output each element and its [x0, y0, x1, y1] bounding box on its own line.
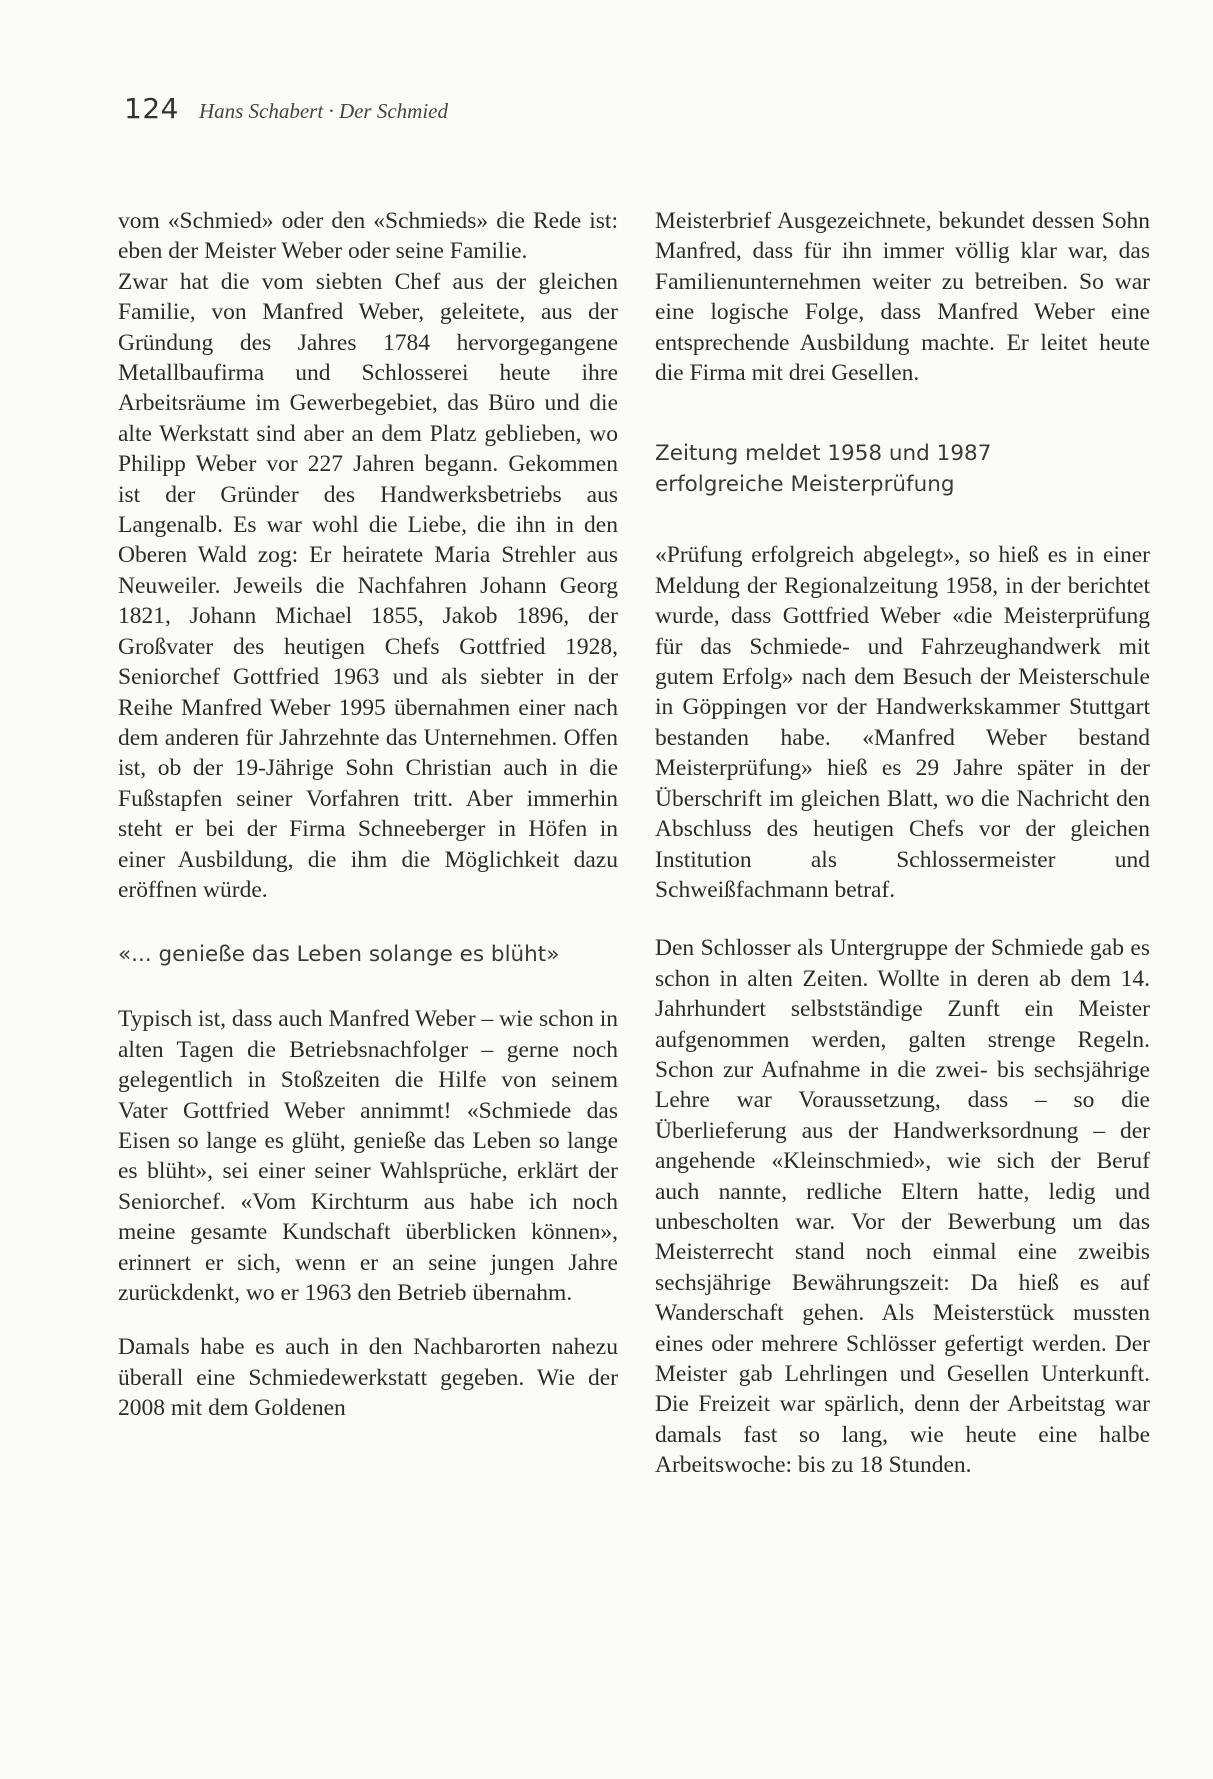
- paragraph: vom «Schmied» oder den «Schmieds» die Rede ist: eben der Meister Weber oder seine Familie.: [118, 208, 618, 265]
- section-heading: «... genieße das Leben solange es blüht»: [118, 942, 560, 968]
- left-column: [118, 206, 618, 1424]
- right-column: [655, 206, 1150, 1481]
- paragraph: «Prüfung erfolgreich abgelegt», so hieß es in einer Meldung der Regionalzeitung 1958, in der berichtet wurde, dass Gottfried Weber «die Meisterprüfung für das Schmiede- und Fahrzeughandwerk mit gutem Erfolg» nach dem Besuch der Meisterschule in Göppingen vor der Handwerkskammer Stuttgart bestanden habe. «Manfred Weber bestand Meisterprüfung» hieß es 29 Jahre später in der Überschrift im gleichen Blatt, wo die Nachricht den Abschluss des heutigen Chefs vor der gleichen Institution als Schlossermeister und Schweißfachmann betraf.: [655, 542, 1150, 903]
- section-heading: [655, 438, 1150, 500]
- paragraph: Den Schlosser als Untergruppe der Schmiede gab es schon in alten Zeiten. Wollte in deren ab dem 14. Jahrhundert selbstständige Zunft ein Meister aufgenommen werden, galten strenge Regeln. Schon zur Aufnahme in die zwei- bis sechsjährige Lehre war Voraussetzung, dass – so die Überlieferung aus der Handwerksordnung – der angehende «Kleinschmied», wie sich der Beruf auch nannte, redliche Eltern hatte, ledig und unbescholten war. Vor der Bewerbung um das Meisterrecht stand noch einmal eine zweibis sechsjährige Bewährungszeit: Da hieß es auf Wanderschaft gehen. Als Meisterstück mussten eines oder mehrere Schlösser gefertigt werden. Der Meister gab Lehrlingen und Gesellen Unterkunft. Die Freizeit war spärlich, denn der Arbeitstag war damals fast so lang, wie heute eine halbe Arbeitswoche: bis zu 18 Stunden.: [655, 935, 1150, 1479]
- section-heading-line: Zeitung meldet 1958 und 1987: [655, 441, 992, 467]
- page-header: [124, 92, 448, 125]
- paragraph: Typisch ist, dass auch Manfred Weber – wie schon in alten Tagen die Betriebsnachfolger – gerne noch gelegentlich in Stoßzeiten die Hilfe von seinem Vater Gottfried Weber annimmt! «Schmiede das Eisen so lange es glüht, genieße das Leben so lange es blüht», sei einer seiner Wahlsprüche, erklärt der Seniorchef. «Vom Kirchturm aus habe ich noch meine gesamte Kundschaft überblicken können», erinnert er sich, wenn er an seine jungen Jahre zurückdenkt, wo er 1963 den Betrieb übernahm.: [118, 1006, 618, 1306]
- page-number: 124: [124, 92, 179, 125]
- section-heading-line: erfolgreiche Meisterprüfung: [655, 472, 955, 498]
- paragraph: Meisterbrief Ausgezeichnete, bekundet dessen Sohn Manfred, dass für ihn immer völlig klar war, das Familienunternehmen weiter zu betreiben. So war eine logische Folge, dass Manfred Weber eine entsprechende Ausbildung machte. Er leitet heute die Firma mit drei Gesellen.: [655, 208, 1150, 387]
- paragraph: Zwar hat die vom siebten Chef aus der gleichen Familie, von Manfred Weber, geleitete, aus der Gründung des Jahres 1784 hervorgegangene Metallbaufirma und Schlosserei heute ihre Arbeitsräume im Gewerbegebiet, das Büro und die alte Werkstatt sind aber an dem Platz geblieben, wo Philipp Weber vor 227 Jahren begann. Gekommen ist der Gründer des Handwerksbetriebs aus Langenalb. Es war wohl die Liebe, die ihn in den Oberen Wald zog: Er heiratete Maria Strehler aus Neuweiler. Jeweils die Nachfahren Johann Georg 1821, Johann Michael 1855, Jakob 1896, der Großvater des heutigen Chefs Gottfried 1928, Seniorchef Gottfried 1963 und als siebter in der Reihe Manfred Weber 1995 übernahmen einer nach dem anderen für Jahrzehnte das Unternehmen. Offen ist, ob der 19-Jährige Sohn Christian auch in die Fußstapfen seiner Vorfahren tritt. Aber immerhin steht er bei der Firma Schneeberger in Höfen in einer Ausbildung, die ihm die Möglichkeit dazu eröffnen würde.: [118, 268, 618, 903]
- paragraph: Damals habe es auch in den Nachbarorten nahezu überall eine Schmiedewerkstatt gegeben. Wie der 2008 mit dem Goldenen: [118, 1334, 618, 1422]
- running-head: Hans Schabert · Der Schmied: [198, 99, 448, 123]
